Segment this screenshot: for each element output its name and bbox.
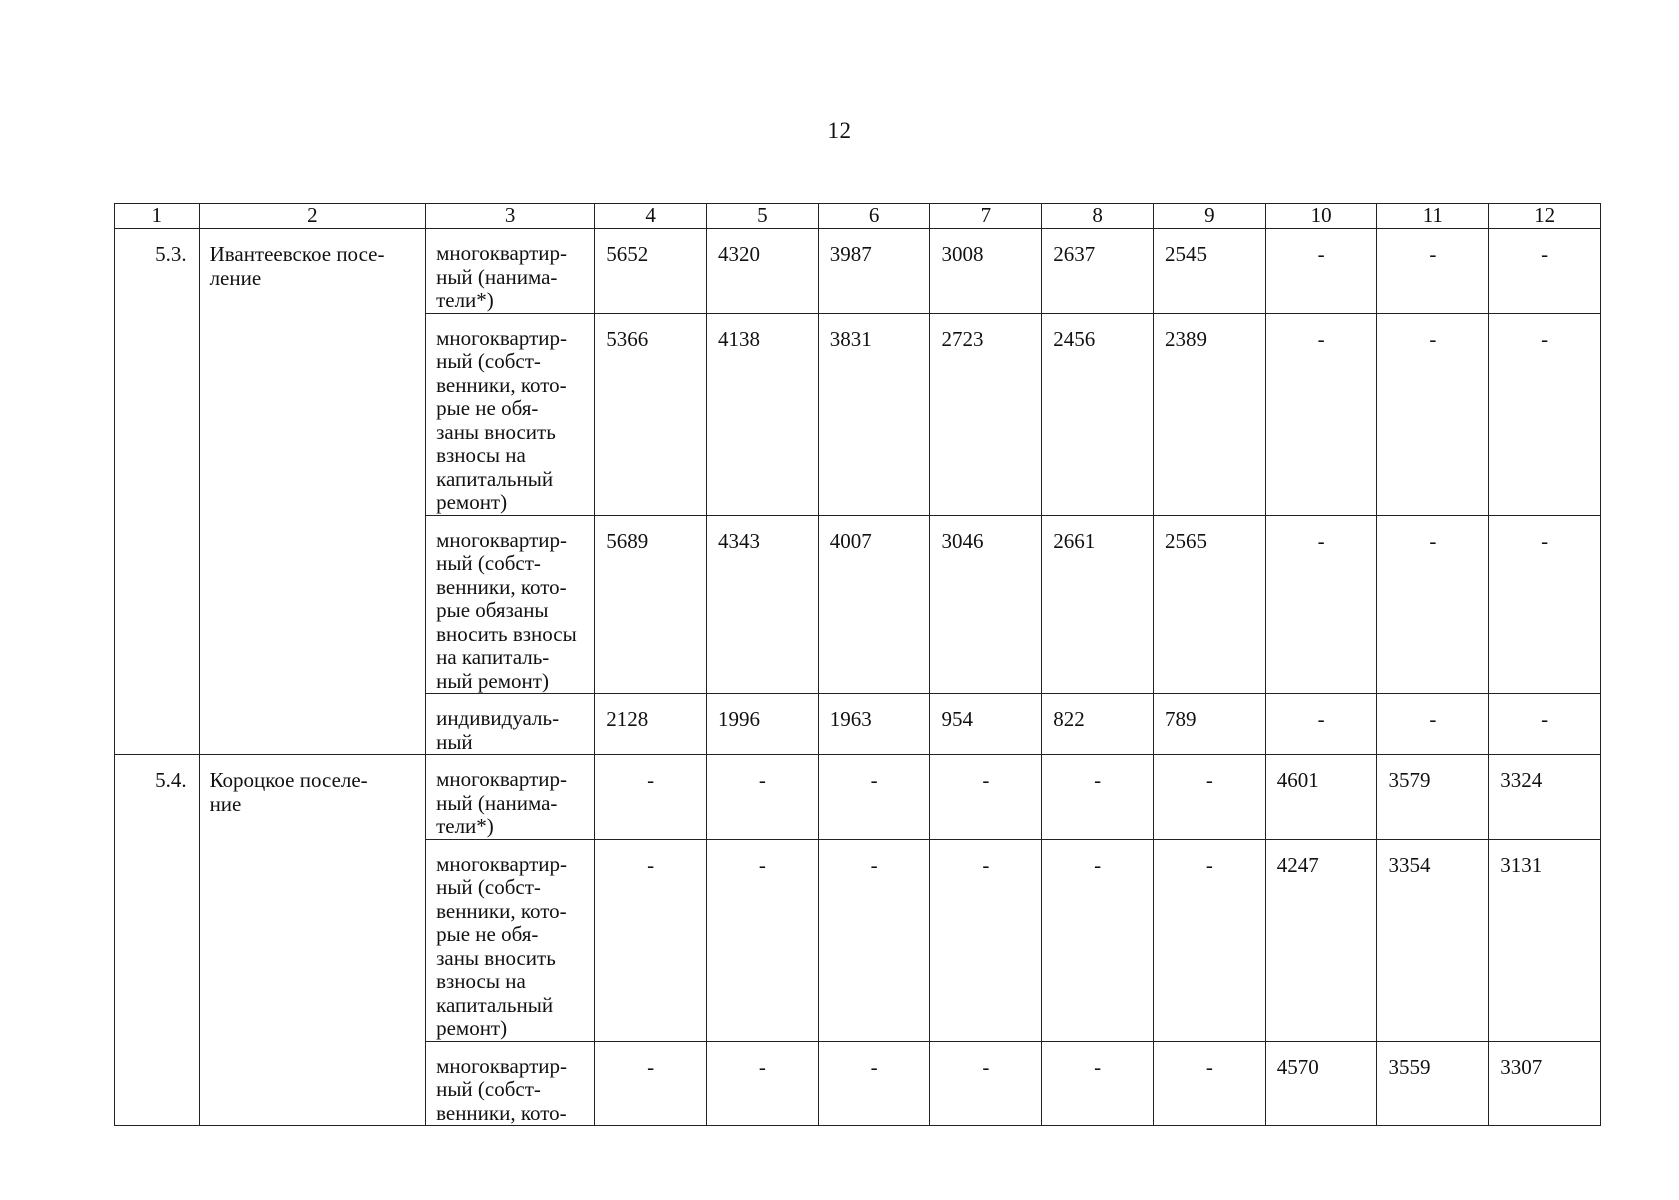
column-number-header: 3	[426, 204, 595, 229]
value-cell: -	[818, 1041, 930, 1126]
table-row	[115, 229, 1601, 314]
value-cell: -	[1042, 1041, 1154, 1126]
value-cell: -	[1377, 515, 1489, 694]
value-cell: 4007	[818, 515, 930, 694]
value-cell: 5689	[595, 515, 707, 694]
value-cell: -	[1489, 694, 1601, 755]
value-cell: 4570	[1265, 1041, 1377, 1126]
column-number-header: 6	[818, 204, 930, 229]
section-number: 5.3.	[115, 229, 200, 755]
value-cell: -	[595, 1041, 707, 1126]
housing-type: многоквартир- ный (собст- венники, кото- рые не обя- заны вносить взносы на капитальный ремонт)	[426, 313, 595, 515]
value-cell: 4320	[706, 229, 818, 314]
value-cell: -	[706, 839, 818, 1041]
value-cell: -	[1377, 229, 1489, 314]
value-cell: 4343	[706, 515, 818, 694]
value-cell: 2661	[1042, 515, 1154, 694]
value-cell: 3131	[1489, 839, 1601, 1041]
value-cell: 2456	[1042, 313, 1154, 515]
housing-type: индивидуаль- ный	[426, 694, 595, 755]
value-cell: -	[706, 755, 818, 840]
value-cell: -	[595, 839, 707, 1041]
value-cell: 822	[1042, 694, 1154, 755]
column-number-header: 1	[115, 204, 200, 229]
value-cell: 3354	[1377, 839, 1489, 1041]
value-cell: 3559	[1377, 1041, 1489, 1126]
column-number-header: 8	[1042, 204, 1154, 229]
housing-type: многоквартир- ный (собст- венники, кото-	[426, 1041, 595, 1126]
housing-type: многоквартир- ный (собст- венники, кото- рые не обя- заны вносить взносы на капитальный ремонт)	[426, 839, 595, 1041]
value-cell: 2723	[930, 313, 1042, 515]
value-cell: 1963	[818, 694, 930, 755]
value-cell: -	[1489, 515, 1601, 694]
value-cell: 2565	[1153, 515, 1265, 694]
housing-type: многоквартир- ный (нанима- тели*)	[426, 229, 595, 314]
housing-type: многоквартир- ный (нанима- тели*)	[426, 755, 595, 840]
value-cell: 3987	[818, 229, 930, 314]
value-cell: -	[1489, 313, 1601, 515]
value-cell: -	[1153, 755, 1265, 840]
column-number-header: 2	[199, 204, 426, 229]
value-cell: -	[1265, 515, 1377, 694]
value-cell: -	[1265, 229, 1377, 314]
value-cell: -	[930, 839, 1042, 1041]
column-number-header: 11	[1377, 204, 1489, 229]
value-cell: 789	[1153, 694, 1265, 755]
column-number-row	[115, 204, 1601, 229]
value-cell: 3307	[1489, 1041, 1601, 1126]
page-number: 12	[827, 118, 852, 143]
value-cell: -	[595, 755, 707, 840]
value-cell: -	[930, 1041, 1042, 1126]
housing-type: многоквартир- ный (собст- венники, кото- рые обязаны вносить взносы на капиталь- ный ремонт)	[426, 515, 595, 694]
value-cell: -	[1042, 755, 1154, 840]
value-cell: -	[1489, 229, 1601, 314]
value-cell: -	[818, 755, 930, 840]
table-row	[115, 755, 1601, 840]
value-cell: 3046	[930, 515, 1042, 694]
value-cell: 3579	[1377, 755, 1489, 840]
value-cell: 5652	[595, 229, 707, 314]
value-cell: 4247	[1265, 839, 1377, 1041]
value-cell: -	[706, 1041, 818, 1126]
value-cell: 2545	[1153, 229, 1265, 314]
column-number-header: 12	[1489, 204, 1601, 229]
value-cell: 4138	[706, 313, 818, 515]
value-cell: 2128	[595, 694, 707, 755]
value-cell: 954	[930, 694, 1042, 755]
value-cell: -	[1153, 1041, 1265, 1126]
table-header	[115, 204, 1601, 229]
value-cell: -	[1377, 313, 1489, 515]
value-cell: 1996	[706, 694, 818, 755]
section-number: 5.4.	[115, 755, 200, 1126]
value-cell: -	[1265, 694, 1377, 755]
column-number-header: 7	[930, 204, 1042, 229]
value-cell: -	[1042, 839, 1154, 1041]
settlement-name: Короцкое поселе- ние	[199, 755, 426, 1126]
column-number-header: 5	[706, 204, 818, 229]
value-cell: 3008	[930, 229, 1042, 314]
value-cell: 4601	[1265, 755, 1377, 840]
tariff-table	[114, 203, 1601, 1126]
column-number-header: 9	[1153, 204, 1265, 229]
value-cell: 3324	[1489, 755, 1601, 840]
value-cell: 5366	[595, 313, 707, 515]
table-body	[115, 229, 1601, 1126]
value-cell: 2389	[1153, 313, 1265, 515]
value-cell: -	[1377, 694, 1489, 755]
settlement-name: Ивантеевское посе- ление	[199, 229, 426, 755]
column-number-header: 4	[595, 204, 707, 229]
value-cell: 3831	[818, 313, 930, 515]
value-cell: -	[818, 839, 930, 1041]
column-number-header: 10	[1265, 204, 1377, 229]
value-cell: -	[1265, 313, 1377, 515]
value-cell: -	[930, 755, 1042, 840]
value-cell: 2637	[1042, 229, 1154, 314]
value-cell: -	[1153, 839, 1265, 1041]
